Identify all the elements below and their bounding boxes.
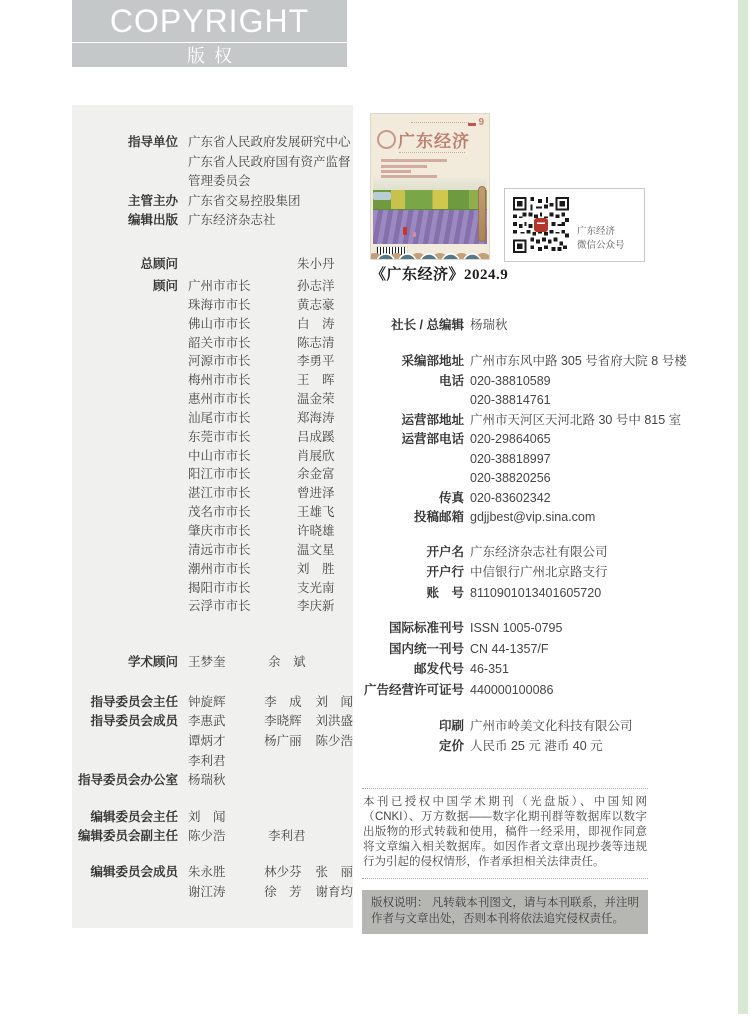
advisor-row (72, 390, 353, 409)
cover-photo-lavender-fields (373, 178, 487, 244)
info-row (362, 736, 650, 756)
photo-river (373, 192, 391, 200)
field-label: 开户行 (426, 565, 464, 579)
person-name: 杨广丽 (264, 733, 302, 748)
field-label: 指导委员会办公室 (77, 773, 178, 788)
advisor-title: 云浮市市长 (188, 599, 251, 614)
person-name: 李勇平 (297, 354, 335, 369)
person-name: 林少芬 (264, 864, 302, 879)
field-value: 020-38818997 (470, 451, 551, 466)
person-name: 黄志豪 (297, 297, 335, 312)
person-name: 张 丽 (315, 864, 353, 879)
qr-caption-line1: 广东经济 (577, 226, 616, 237)
person-name: 孙志洋 (297, 279, 335, 293)
publication-info (362, 315, 687, 756)
cover-issue-mark (468, 123, 476, 126)
field-value: 广东省交易控股集团 (188, 193, 301, 208)
info-group-bank (362, 542, 650, 604)
field-value: ISSN 1005-0795 (470, 621, 563, 635)
field-label: 顾问 (152, 279, 178, 293)
field-value: 广州市东风中路 305 号省府大院 8 号楼 (470, 354, 687, 368)
field-label: 指导委员会成员 (90, 714, 178, 729)
info-row (362, 659, 650, 680)
advisor-row (72, 296, 353, 315)
person-name: 李利君 (268, 829, 306, 844)
field-value: 广东经济杂志社 (188, 213, 276, 227)
info-row (362, 489, 650, 509)
database-authorization-note: 本刊已授权中国学术期刊（光盘版）、中国知网（CNKI）、万方数据——数字化期刊群等数据库以数字出版物的形式转载和使用，稿件一经采用，即视作同意将文章编入相关数据库。如因作者文章出现抄袭等违规行为引起的侵权情形，作者承担相关法律责任。 (362, 788, 648, 879)
field-label: 定价 (438, 739, 464, 753)
advisor-row (72, 315, 353, 334)
person-name: 杨瑞秋 (188, 773, 226, 788)
advisor-title: 河源市市长 (188, 354, 251, 369)
page-edge-accent (738, 0, 748, 1014)
person-name: 徐 芳 (264, 884, 302, 899)
info-row (362, 411, 682, 431)
field-label: 传真 (438, 490, 464, 505)
advisor-title: 湛江市市长 (188, 486, 251, 501)
person-name: 温文星 (297, 542, 335, 557)
field-value: 020-38820256 (470, 471, 551, 485)
advisor-title: 阳江市市长 (188, 467, 251, 482)
person-name: 朱永胜 (188, 864, 226, 879)
person-name: 谢育均 (315, 884, 353, 899)
person-name: 温金荣 (297, 392, 335, 407)
advisor-row (72, 484, 353, 503)
advisor-title: 韶关市市长 (188, 335, 251, 350)
field-value: 中信银行广州北京路支行 (470, 565, 608, 579)
committee-row (72, 752, 353, 772)
field-value: CN 44-1357/F (470, 641, 549, 656)
photo-sky (373, 178, 487, 190)
person-name: 刘 闻 (188, 809, 226, 824)
person-name: 李晓辉 (264, 714, 302, 729)
person-name: 曾进泽 (297, 486, 335, 501)
advisor-title: 梅州市市长 (188, 373, 251, 388)
advisor-row (72, 465, 353, 484)
masthead-panel (72, 105, 353, 928)
cover-title-row (377, 127, 470, 152)
info-row (362, 583, 650, 604)
field-label: 广告经营许可证号 (363, 682, 464, 697)
committee-row (72, 883, 353, 903)
advisor-title: 珠海市市长 (188, 297, 251, 312)
person-name: 郑海涛 (297, 410, 335, 425)
person-name: 许晓雄 (297, 523, 335, 538)
person-name: 肖展欣 (297, 448, 335, 463)
advisor-row (72, 371, 353, 390)
cover-dotted-rule (411, 122, 469, 123)
field-label: 主管主办 (127, 193, 178, 208)
field-label: 国内统一刊号 (388, 641, 464, 656)
info-row (362, 618, 650, 639)
field-value: 8110901013401605720 (470, 585, 602, 600)
advisor-row (72, 447, 353, 466)
info-row (362, 469, 650, 489)
field-value: 广东省人民政府国有资产监督 (188, 154, 351, 169)
masthead-row-publishing (72, 172, 353, 192)
committee-row (72, 808, 353, 828)
committee-row (72, 863, 353, 883)
field-label: 印刷 (438, 719, 464, 733)
info-group-editor (362, 315, 650, 335)
info-group-print (362, 716, 650, 756)
person-name: 刘 闻 (315, 694, 353, 709)
field-label: 编辑委员会主任 (90, 809, 178, 824)
committee-row (72, 712, 353, 732)
advisor-row (72, 428, 353, 447)
cover-caption: 《广东经济》2024.9 (371, 267, 509, 283)
person-name: 谭炳才 (188, 733, 226, 748)
field-value: 020-38810589 (470, 373, 551, 388)
copyright-statement-note: 版权说明： 凡转载本刊图文，请与本刊联系，并注明作者与文章出处，否则本刊将依法追究侵权责任。 (362, 890, 648, 934)
field-label: 国际标准刊号 (388, 621, 464, 635)
advisor-title: 揭阳市市长 (188, 580, 251, 595)
qr-caption-line2: 微信公众号 (577, 240, 625, 251)
info-row (362, 372, 650, 392)
committee-row (72, 771, 353, 791)
magazine-cover (370, 113, 490, 260)
advisor-title: 潮州市市长 (188, 561, 251, 576)
cover-title: 广东经济 (398, 132, 470, 151)
person-name: 王 晖 (297, 373, 335, 388)
advisor-row (72, 409, 353, 428)
advisor-row (72, 597, 353, 616)
field-label: 投稿邮箱 (413, 510, 464, 524)
field-value: 广东经济杂志社有限公司 (470, 544, 608, 559)
masthead-row-publishing (72, 153, 353, 173)
advisor-row (72, 560, 353, 579)
field-value: 管理委员会 (188, 174, 251, 188)
cover-teaser-line (381, 165, 427, 168)
field-label: 账 号 (426, 585, 464, 600)
advisor-title: 清远市市长 (188, 542, 251, 557)
header-title-en: COPYRIGHT (109, 2, 310, 39)
advisor-row (72, 352, 353, 371)
info-group-issn (362, 618, 650, 700)
academic-row (72, 653, 353, 673)
field-value: 020-38814761 (470, 393, 551, 407)
qr-caption (577, 225, 625, 253)
person-name: 朱小丹 (297, 256, 335, 271)
advisor-row (72, 334, 353, 353)
info-group-contact (362, 352, 687, 528)
guidance-committee (72, 693, 353, 791)
field-label: 编辑委员会成员 (90, 864, 178, 879)
advisor-title: 茂名市市长 (188, 505, 251, 520)
field-label: 开户名 (426, 544, 464, 559)
advisor-title: 惠州市市长 (188, 392, 251, 407)
person-name: 李惠武 (188, 714, 226, 729)
masthead-row-publishing (72, 192, 353, 212)
info-row (362, 315, 650, 335)
cover-issue-number: 9 (478, 117, 484, 128)
advisor-row (72, 541, 353, 560)
field-label: 运营部电话 (401, 432, 464, 446)
person-name: 王雄飞 (297, 505, 335, 520)
editorial-committee (72, 808, 353, 847)
field-label (72, 153, 178, 173)
committee-row (72, 693, 353, 713)
spacer (188, 255, 297, 275)
cover-wave-pattern (371, 246, 489, 259)
person-name: 王梦奎 (188, 655, 226, 670)
info-row (362, 352, 687, 372)
field-label: 编辑出版 (127, 213, 178, 227)
field-label: 指导单位 (127, 135, 178, 149)
cover-teaser-line (381, 170, 411, 173)
committee-row (72, 732, 353, 752)
advisor-row (72, 579, 353, 598)
advisor-title: 汕尾市市长 (188, 410, 251, 425)
info-row (362, 430, 650, 450)
field-label: 邮发代号 (413, 662, 464, 676)
field-value: 440000100086 (470, 682, 554, 697)
person-name: 余 斌 (268, 655, 306, 670)
person-name: 吕成蹊 (297, 429, 335, 444)
field-value: 020-83602342 (470, 490, 551, 505)
info-row (362, 508, 650, 528)
field-label: 运营部地址 (401, 412, 464, 427)
advisor-title: 中山市市长 (188, 448, 251, 463)
advisor-title: 东莞市市长 (188, 429, 251, 444)
person-name: 陈少浩 (188, 829, 226, 844)
person-name: 李利君 (188, 753, 226, 768)
person-name: 余金富 (297, 467, 335, 482)
field-label: 学术顾问 (127, 655, 178, 670)
person-name: 李庆新 (297, 599, 335, 614)
field-label (72, 172, 178, 192)
field-value: 广州市天河区天河北路 30 号中 815 室 (470, 412, 682, 427)
info-row (362, 639, 650, 660)
field-label: 社长 / 总编辑 (391, 318, 464, 332)
person-name: 刘 胜 (297, 561, 335, 576)
field-value: 广州市岭美文化科技有限公司 (470, 719, 633, 733)
person-name: 刘洪盛 (315, 714, 353, 729)
photo-figure-adult (403, 227, 407, 235)
field-value: 杨瑞秋 (470, 318, 508, 332)
advisor-row (72, 522, 353, 541)
field-value: 46-351 (470, 662, 509, 676)
advisor-title: 佛山市市长 (188, 316, 251, 331)
field-value: 020-29864065 (470, 432, 551, 446)
field-label: 指导委员会主任 (90, 694, 178, 709)
advisor-title: 广州市市长 (188, 279, 251, 293)
chief-advisor-row (72, 255, 353, 275)
masthead-row-publishing (72, 133, 353, 153)
field-value: 广东省人民政府发展研究中心 (188, 135, 351, 149)
info-row (362, 680, 650, 701)
field-label: 电话 (438, 373, 464, 388)
field-label: 采编部地址 (401, 354, 464, 368)
advisor-row (72, 503, 353, 522)
copyright-header (72, 0, 347, 67)
field-value: 人民币 25 元 港币 40 元 (470, 739, 603, 753)
info-row (362, 391, 650, 411)
person-name: 陈志清 (297, 335, 335, 350)
advisors-list (72, 277, 353, 616)
cover-title-underline (399, 152, 465, 153)
advisor-row (72, 277, 353, 296)
person-name: 钟旋辉 (188, 694, 226, 709)
committee-row (72, 827, 353, 847)
academic-advisors (72, 653, 353, 673)
person-name: 白 涛 (297, 316, 335, 331)
wechat-qr-box (504, 188, 645, 262)
editorial-members (72, 863, 353, 902)
person-name: 陈少浩 (315, 733, 353, 748)
photo-lavender-rows (373, 210, 487, 244)
cover-teaser-line (381, 159, 447, 162)
qr-code-icon (513, 197, 569, 253)
field-label: 总顾问 (140, 256, 178, 271)
info-row (362, 562, 650, 583)
cover-logo-circle (377, 130, 396, 149)
advisor-title: 肇庆市市长 (188, 523, 251, 538)
photo-figure-child (413, 232, 416, 237)
header-title-zh: 版权 (187, 46, 241, 66)
field-label: 编辑委员会副主任 (77, 829, 178, 844)
info-row (362, 716, 650, 736)
info-row (362, 542, 650, 563)
info-row (362, 450, 650, 470)
masthead-row-publishing (72, 211, 353, 231)
person-name: 支光南 (297, 580, 335, 595)
person-name: 李 成 (264, 694, 302, 709)
cover-bookmark-strip (478, 186, 486, 242)
field-value: gdjjbest@vip.sina.com (470, 510, 596, 524)
person-name: 谢江涛 (188, 884, 226, 899)
